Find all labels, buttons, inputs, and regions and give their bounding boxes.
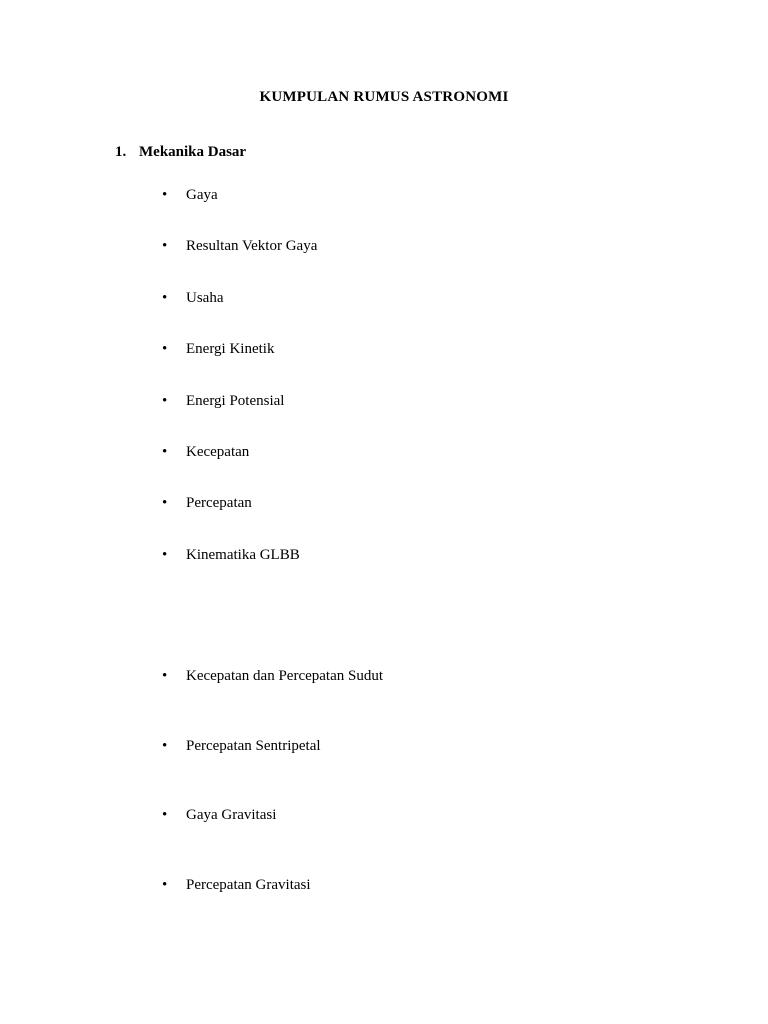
list-item <box>162 339 274 359</box>
list-item-label: Kecepatan <box>186 444 250 460</box>
list-item <box>162 545 300 565</box>
list-item-label: Usaha <box>186 290 224 306</box>
list-item-label: Gaya Gravitasi <box>186 807 277 823</box>
bullet-icon: • <box>162 495 168 511</box>
list-item <box>162 666 383 686</box>
bullet-icon: • <box>162 547 168 563</box>
bullet-icon: • <box>162 807 168 823</box>
bullet-icon: • <box>162 290 168 306</box>
bullet-icon: • <box>162 341 168 357</box>
bullet-icon: • <box>162 738 168 754</box>
list-item <box>162 391 284 411</box>
list-item <box>162 736 321 756</box>
list-item <box>162 442 249 462</box>
list-item-label: Percepatan Gravitasi <box>186 877 311 893</box>
page-title: KUMPULAN RUMUS ASTRONOMI <box>259 89 509 105</box>
list-item <box>162 288 224 308</box>
bullet-icon: • <box>162 444 168 460</box>
list-item-label: Energi Kinetik <box>186 341 275 357</box>
bullet-icon: • <box>162 238 168 254</box>
bullet-icon: • <box>162 877 168 893</box>
bullet-icon: • <box>162 187 168 203</box>
list-item-label: Gaya <box>186 187 218 203</box>
list-item <box>162 185 218 205</box>
bullet-icon: • <box>162 393 168 409</box>
list-item <box>162 236 317 256</box>
list-item-label: Percepatan Sentripetal <box>186 738 321 754</box>
list-item <box>162 805 276 825</box>
list-item-label: Kinematika GLBB <box>186 547 300 563</box>
list-item <box>162 875 311 895</box>
list-item-label: Resultan Vektor Gaya <box>186 238 318 254</box>
section-number: 1. <box>115 144 127 160</box>
list-item-label: Energi Potensial <box>186 393 285 409</box>
bullet-icon: • <box>162 668 168 684</box>
section-heading <box>115 142 246 162</box>
list-item <box>162 493 252 513</box>
section-title: Mekanika Dasar <box>139 144 247 160</box>
list-item-label: Percepatan <box>186 495 252 511</box>
list-item-label: Kecepatan dan Percepatan Sudut <box>186 668 383 684</box>
